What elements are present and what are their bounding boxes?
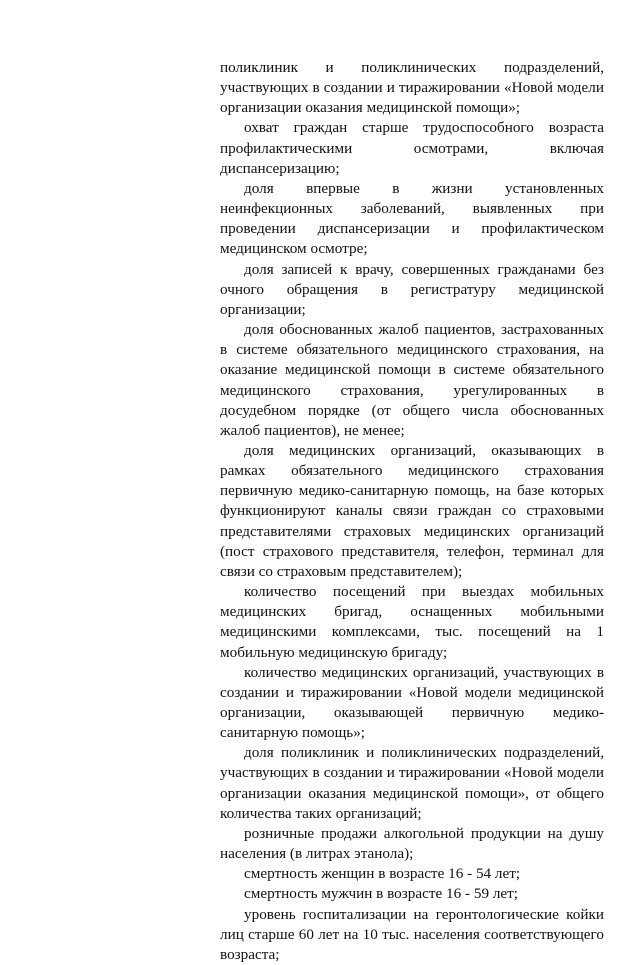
paragraph: доля медицинских организаций, оказывающих в рамках обязательного медицинского страхования первичную медико-санитарную помощь, на базе которых функционируют каналы связи граждан со страховыми представителями страховых медицинских организаций (пост страхового представителя, телефон, терминал для связи со страховым представителем); [220, 441, 604, 580]
document-page [220, 58, 604, 965]
paragraph: охват граждан старше трудоспособного возраста профилактическими осмотрами, включая диспансеризацию; [220, 119, 604, 177]
paragraph: количество медицинских организаций, участвующих в создании и тиражировании «Новой модели медицинской организации, оказывающей первичную медико-санитарную помощь»; [220, 663, 604, 742]
paragraph: поликлиник и поликлинических подразделений, участвующих в создании и тиражировании «Новой модели организации оказания медицинской помощи»; [220, 59, 604, 117]
paragraph: доля записей к врачу, совершенных гражданами без очного обращения в регистратуру медицинской организации; [220, 260, 604, 318]
paragraph: доля впервые в жизни установленных неинфекционных заболеваний, выявленных при проведении диспансеризации и профилактическом медицинском осмотре; [220, 179, 604, 258]
paragraph: смертность мужчин в возрасте 16 - 59 лет; [244, 885, 519, 903]
paragraph: доля обоснованных жалоб пациентов, застрахованных в системе обязательного медицинского страхования, на оказание медицинской помощи в системе обязательного медицинского страхования, урегулированных в досудебном порядке (от общего числа обоснованных жалоб пациентов), не менее; [220, 321, 604, 439]
paragraph: количество посещений при выездах мобильных медицинских бригад, оснащенных мобильными медицинскими комплексами, тыс. посещений на 1 мобильную медицинскую бригаду; [220, 583, 604, 661]
paragraph: розничные продажи алкогольной продукции на душу населения (в литрах этанола); [220, 824, 604, 863]
paragraph: доля поликлиник и поликлинических подразделений, участвующих в создании и тиражировании «Новой модели организации оказания медицинской помощи», от общего количества таких организаций; [220, 744, 604, 822]
paragraph: уровень госпитализации на геронтологические койки лиц старше 60 лет на 10 тыс. населения соответствующего возраста; [220, 905, 604, 963]
paragraph: смертность женщин в возрасте 16 - 54 лет; [244, 865, 521, 883]
